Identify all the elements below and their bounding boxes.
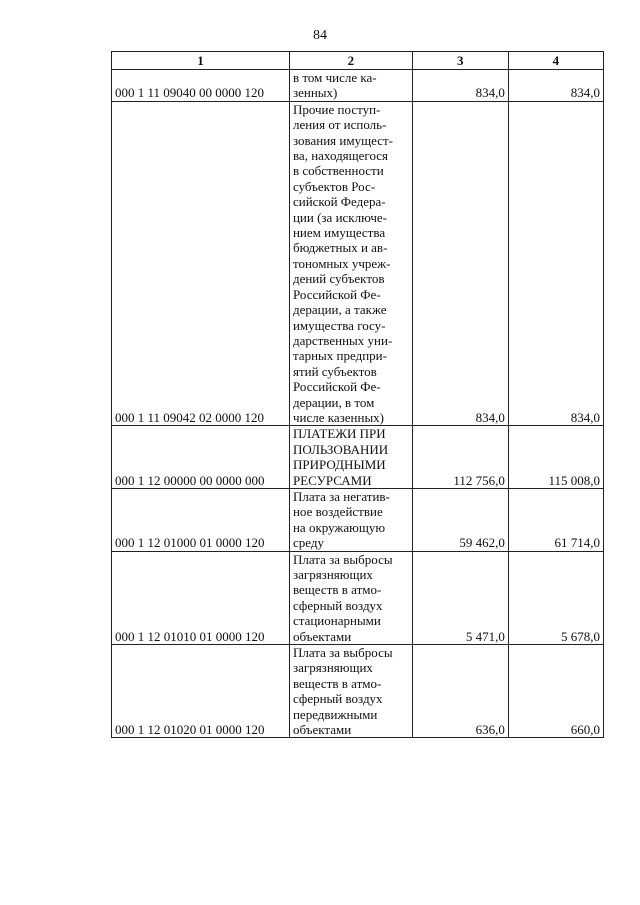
table-row xyxy=(112,488,604,551)
amount-col4: 5 678,0 xyxy=(508,551,603,644)
classification-code: 000 1 11 09042 02 0000 120 xyxy=(112,101,290,426)
column-header-2: 2 xyxy=(289,52,412,70)
amount-col4: 115 008,0 xyxy=(508,426,603,489)
amount-col4: 660,0 xyxy=(508,645,603,738)
amount-col3: 5 471,0 xyxy=(412,551,508,644)
classification-code: 000 1 12 00000 00 0000 000 xyxy=(112,426,290,489)
column-header-3: 3 xyxy=(412,52,508,70)
column-header-4: 4 xyxy=(508,52,603,70)
amount-col3: 112 756,0 xyxy=(412,426,508,489)
item-description: Плата за выбросы загрязняющих веществ в атмо- сферный воздух стационарными объектами xyxy=(289,551,412,644)
amount-col4: 61 714,0 xyxy=(508,488,603,551)
amount-col3: 834,0 xyxy=(412,101,508,426)
item-description: Прочие поступ- ления от исполь- зования имущест- ва, находящегося в собственности субъектов Рос- сийской Федера- ции (за исключе- нием имущества бюджетных и ав- тономных учреж- дений субъектов Российской Фе- дерации, а также имущества госу- дарственных уни- тарных предпри- ятий субъектов Российской Фе- дерации, в том числе казенных) xyxy=(289,101,412,426)
table-row xyxy=(112,426,604,489)
table-header-row xyxy=(112,52,604,70)
table-row xyxy=(112,645,604,738)
item-description: в том числе ка- зенных) xyxy=(289,70,412,102)
table-row xyxy=(112,70,604,102)
item-description: ПЛАТЕЖИ ПРИ ПОЛЬЗОВАНИИ ПРИРОДНЫМИ РЕСУРСАМИ xyxy=(289,426,412,489)
amount-col4: 834,0 xyxy=(508,101,603,426)
amount-col3: 59 462,0 xyxy=(412,488,508,551)
amount-col3: 834,0 xyxy=(412,70,508,102)
amount-col4: 834,0 xyxy=(508,70,603,102)
item-description: Плата за негатив- ное воздействие на окружающую среду xyxy=(289,488,412,551)
column-header-1: 1 xyxy=(112,52,290,70)
table-row xyxy=(112,551,604,644)
table-row xyxy=(112,101,604,426)
item-description: Плата за выбросы загрязняющих веществ в атмо- сферный воздух передвижными объектами xyxy=(289,645,412,738)
amount-col3: 636,0 xyxy=(412,645,508,738)
classification-code: 000 1 11 09040 00 0000 120 xyxy=(112,70,290,102)
classification-code: 000 1 12 01000 01 0000 120 xyxy=(112,488,290,551)
page-number: 84 xyxy=(313,28,327,43)
classification-code: 000 1 12 01020 01 0000 120 xyxy=(112,645,290,738)
budget-table xyxy=(111,51,604,738)
classification-code: 000 1 12 01010 01 0000 120 xyxy=(112,551,290,644)
